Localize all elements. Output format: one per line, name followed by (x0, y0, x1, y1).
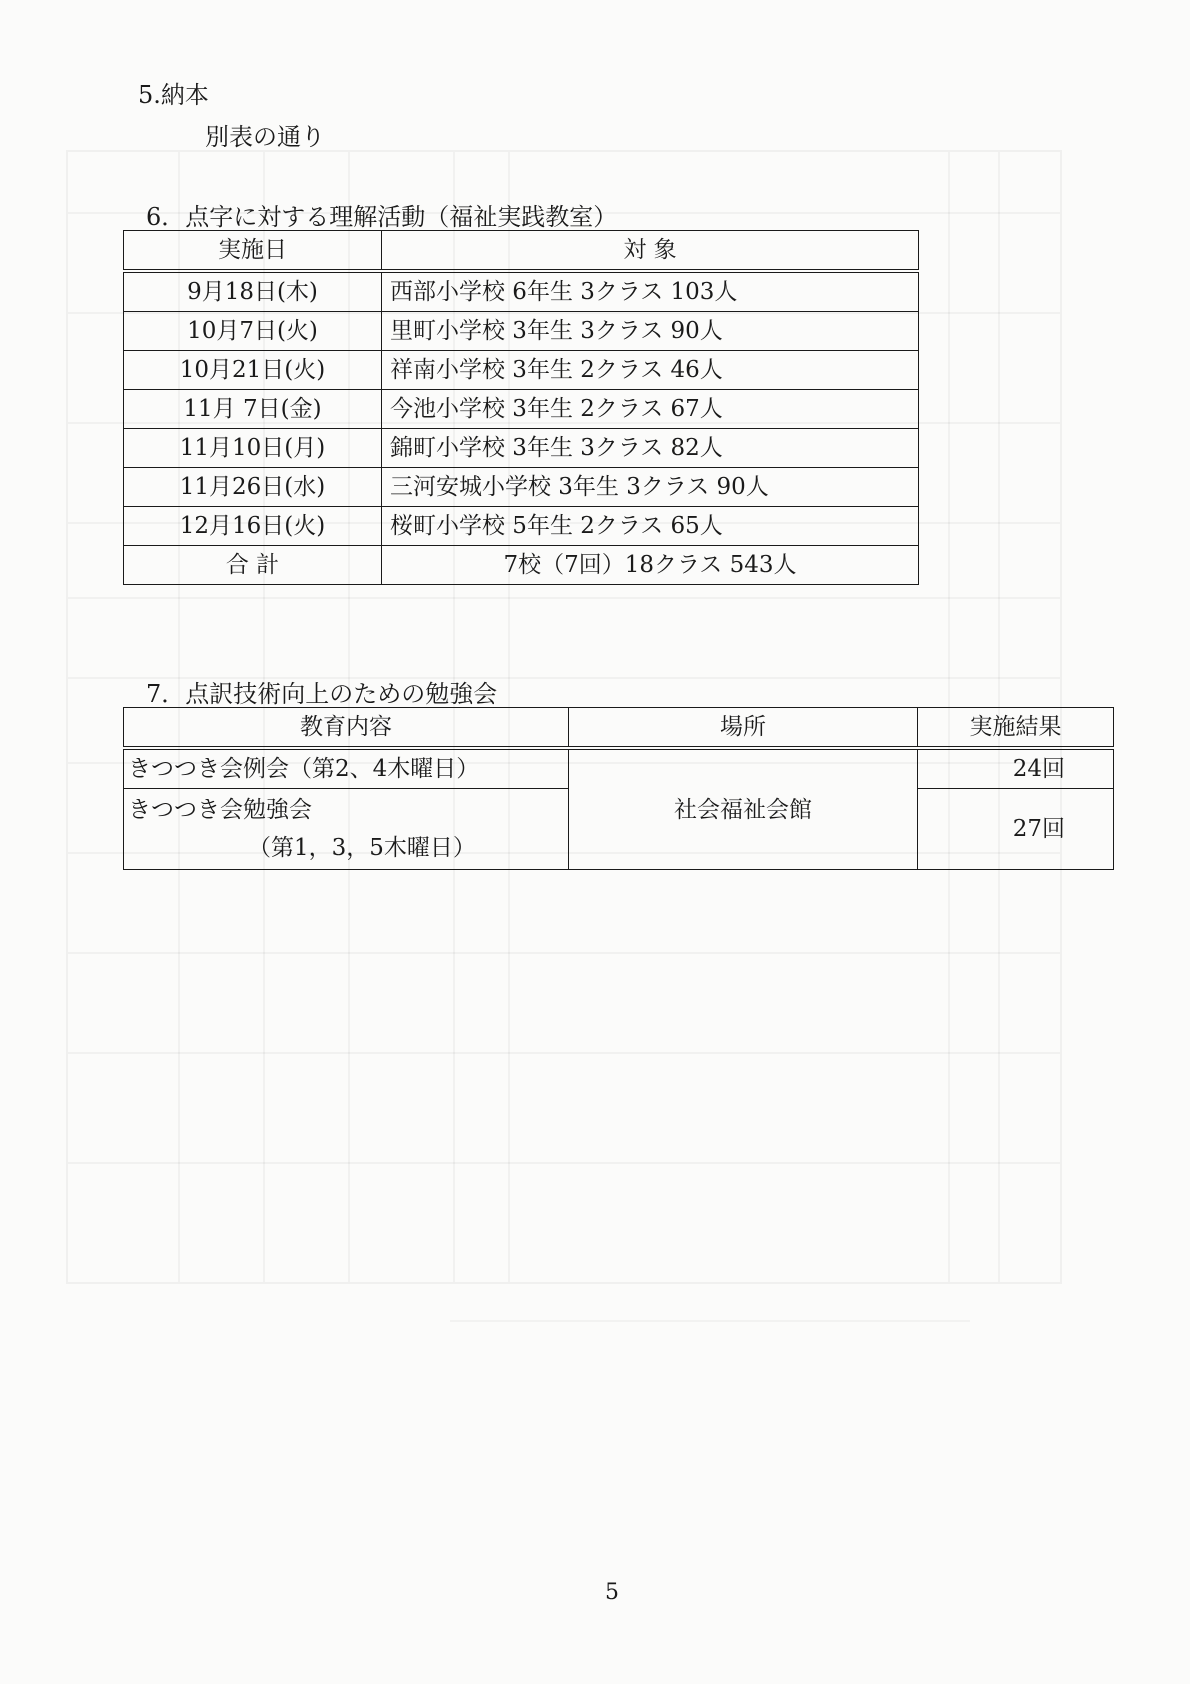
awareness-activity-table (123, 230, 919, 585)
column-header-content: 教育内容 (124, 708, 569, 749)
row-date: 12月16日(火) (124, 507, 382, 546)
study-session-table (123, 707, 1114, 870)
place-cell: 社会福祉会館 (569, 748, 918, 870)
table-header-row (124, 231, 919, 272)
table-header-row (124, 708, 1114, 749)
row-date: 10月21日(火) (124, 351, 382, 390)
total-label: 合 計 (124, 546, 382, 585)
row-target: 西部小学校 6年生 3クラス 103人 (382, 271, 919, 312)
total-row (124, 546, 919, 585)
bleed-through-lines (450, 1320, 970, 1562)
section5-heading: 5.納本 (138, 81, 209, 109)
row-target: 桜町小学校 5年生 2クラス 65人 (382, 507, 919, 546)
row-date: 11月10日(月) (124, 429, 382, 468)
total-value: 7校（7回）18クラス 543人 (382, 546, 919, 585)
table-row (124, 390, 919, 429)
row-content: きつつき会例会（第2、4木曜日） (124, 748, 569, 789)
row-target: 祥南小学校 3年生 2クラス 46人 (382, 351, 919, 390)
table-row (124, 748, 1114, 789)
row-target: 錦町小学校 3年生 3クラス 82人 (382, 429, 919, 468)
table-row (124, 507, 919, 546)
table-row (124, 271, 919, 312)
section7-heading: 7．点訳技術向上のための勉強会 (146, 680, 498, 708)
row-target: 三河安城小学校 3年生 3クラス 90人 (382, 468, 919, 507)
column-header-target: 対 象 (382, 231, 919, 272)
page-number: 5 (605, 1580, 619, 1605)
row-date: 9月18日(木) (124, 271, 382, 312)
row-target: 里町小学校 3年生 3クラス 90人 (382, 312, 919, 351)
row-content-multiline (124, 789, 569, 870)
section5-body: 別表の通り (205, 123, 325, 151)
row-target: 今池小学校 3年生 2クラス 67人 (382, 390, 919, 429)
column-header-date: 実施日 (124, 231, 382, 272)
row-date: 10月7日(火) (124, 312, 382, 351)
table-row (124, 429, 919, 468)
row-result: 27回 (918, 789, 1114, 870)
row-result: 24回 (918, 748, 1114, 789)
table-row (124, 468, 919, 507)
section6-heading: 6．点字に対する理解活動（福祉実践教室） (146, 203, 618, 231)
table-row (124, 312, 919, 351)
column-header-place: 場所 (569, 708, 918, 749)
row-date: 11月 7日(金) (124, 390, 382, 429)
row-content-line1: きつつき会勉強会 (128, 797, 312, 823)
row-content-line2: （第1，3，5木曜日） (248, 835, 476, 861)
table-row (124, 351, 919, 390)
row-date: 11月26日(水) (124, 468, 382, 507)
column-header-result: 実施結果 (918, 708, 1114, 749)
